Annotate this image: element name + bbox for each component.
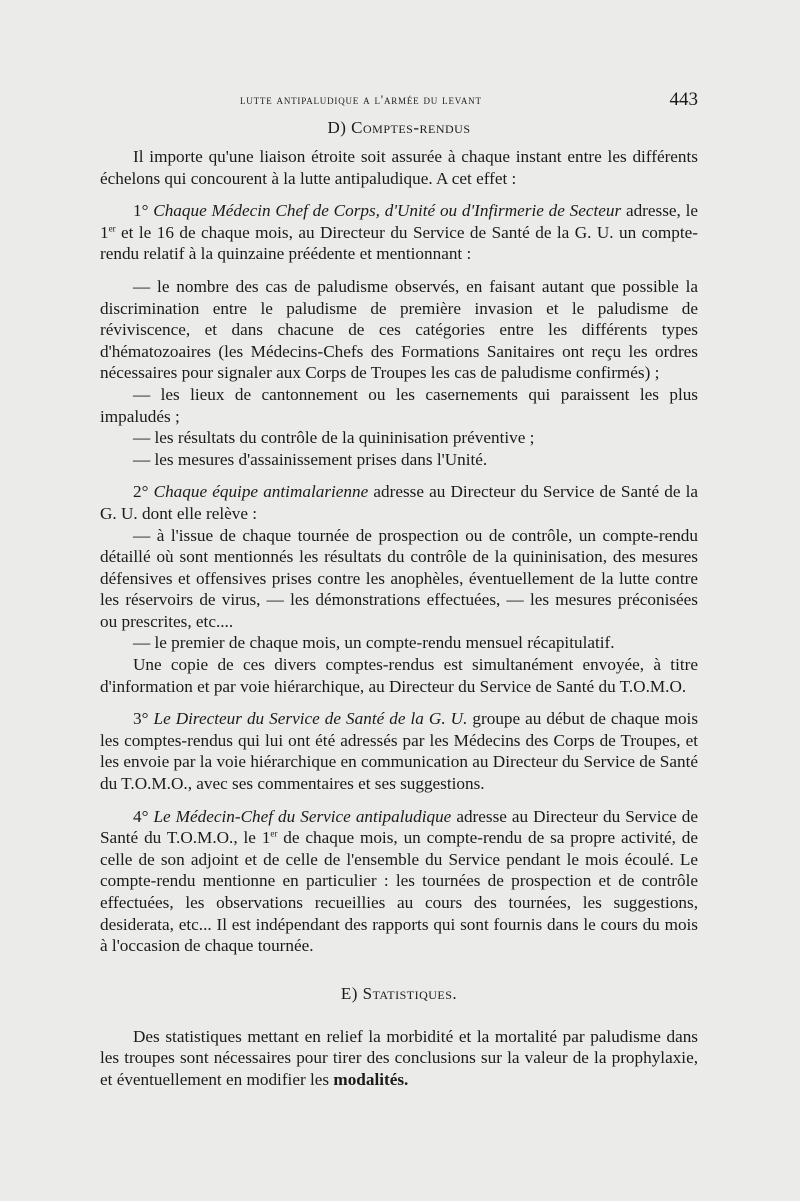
document-page <box>100 89 699 1091</box>
item-1-dash-4: — les mesures d'assainissement prises dans l'Unité. <box>133 449 488 469</box>
item-1-number: 1° <box>133 201 149 221</box>
item-2-lead: Chaque équipe antimalarienne <box>153 482 369 502</box>
item-1-dash-1: — le nombre des cas de paludisme observés, en faisant autant que possible la discrimination entre le paludisme de première invasion et le paludisme de réviviscence, et dans chacune de ces catégories entre les différents types d'hématozoaires (les Médecins-Chefs des Formations Sanitaires ont reçu les ordres nécessaires pour signaler aux Corps de Troupes les cas de paludisme confirmés) ; <box>100 276 698 383</box>
item-1-lead: Chaque Médecin Chef de Corps, d'Unité ou d'Infirmerie de Secteur <box>153 201 622 221</box>
item-4-lead: Le Médecin-Chef du Service antipaludique <box>153 806 452 826</box>
section-d-heading: D) Comptes-rendus <box>327 118 471 137</box>
section-e-heading: E) Statistiques. <box>340 983 458 1003</box>
item-3-number: 3° <box>133 709 149 729</box>
section-e-paragraph: Des statistiques mettant en relief la morbidité et la mortalité par paludisme dans les troupes sont nécessaires pour tirer des conclusions sur la valeur de la prophylaxie, et éventuellement en modifier les modalités. <box>100 1026 698 1089</box>
item-2-dash-2: — le premier de chaque mois, un compte-rendu mensuel récapitulatif. <box>133 633 615 653</box>
item-4-number: 4° <box>133 806 149 826</box>
item-2-paragraph: 2° Chaque équipe antimalarienne adresse au Directeur du Service de Santé de la G. U. dont elle relève : <box>100 482 699 523</box>
item-3-lead: Le Directeur du Service de Santé de la G. U. <box>153 709 468 729</box>
item-2-number: 2° <box>133 482 149 502</box>
running-title: lutte antipaludique a l'armée du levant <box>240 92 482 107</box>
item-2-dash-1: — à l'issue de chaque tournée de prospection ou de contrôle, un compte-rendu détaillé où sont mentionnés les résultats du contrôle de la quininisation, des mesures défensives et offensives prises contre les anophèles, éventuellement de la lutte contre les réservoirs de virus, — les démonstrations effectuées, — les mesures préconisées ou prescrites, etc.... <box>100 525 698 631</box>
item-1-dash-3: — les résultats du contrôle de la quininisation préventive ; <box>133 428 535 448</box>
page-number: 443 <box>669 89 698 110</box>
item-3-paragraph: 3° Le Directeur du Service de Santé de la G. U. groupe au début de chaque mois les comptes-rendus qui lui ont été adressés par les Médecins des Corps de Troupes, et les envoie par la voie hiérarchique en communication au Directeur du Service de Santé du T.O.M.O., avec ses commentaires et ses suggestions. <box>100 709 699 794</box>
item-4-paragraph: 4° Le Médecin-Chef du Service antipaludique adresse au Directeur du Service de Santé du T.O.M.O., le 1er de chaque mois, un compte-rendu de sa propre activité, de celle de son adjoint et de celle de l'ensemble du Service pendant le mois écoulé. Le compte-rendu mentionne en particulier : les tournées de prospection et de contrôle effectuées, les observations recueillies au cours des tournées, les suggestions, desiderata, etc... Il est indépendant des rapports qui sont fournis dans le cours du mois à l'occasion de chaque tournée. <box>100 806 699 956</box>
item-1-dash-2: — les lieux de cantonnement ou les casernements qui paraissent les plus impaludés ; <box>100 384 698 426</box>
item-2-copy: Une copie de ces divers comptes-rendus est simultanément envoyée, à titre d'information et par voie hiérarchique, au Directeur du Service de Santé du T.O.M.O. <box>100 655 698 696</box>
item-1-paragraph: 1° Chaque Médecin Chef de Corps, d'Unité ou d'Infirmerie de Secteur adresse, le 1er et le 16 de chaque mois, au Directeur du Service de Santé de la G. U. un compte-rendu relatif à la quinzaine préédente et mentionnant : <box>100 201 698 264</box>
section-d-intro: Il importe qu'une liaison étroite soit assurée à chaque instant entre les différents échelons qui concourent à la lutte antipaludique. A cet effet : <box>100 147 698 188</box>
running-head <box>100 89 698 118</box>
